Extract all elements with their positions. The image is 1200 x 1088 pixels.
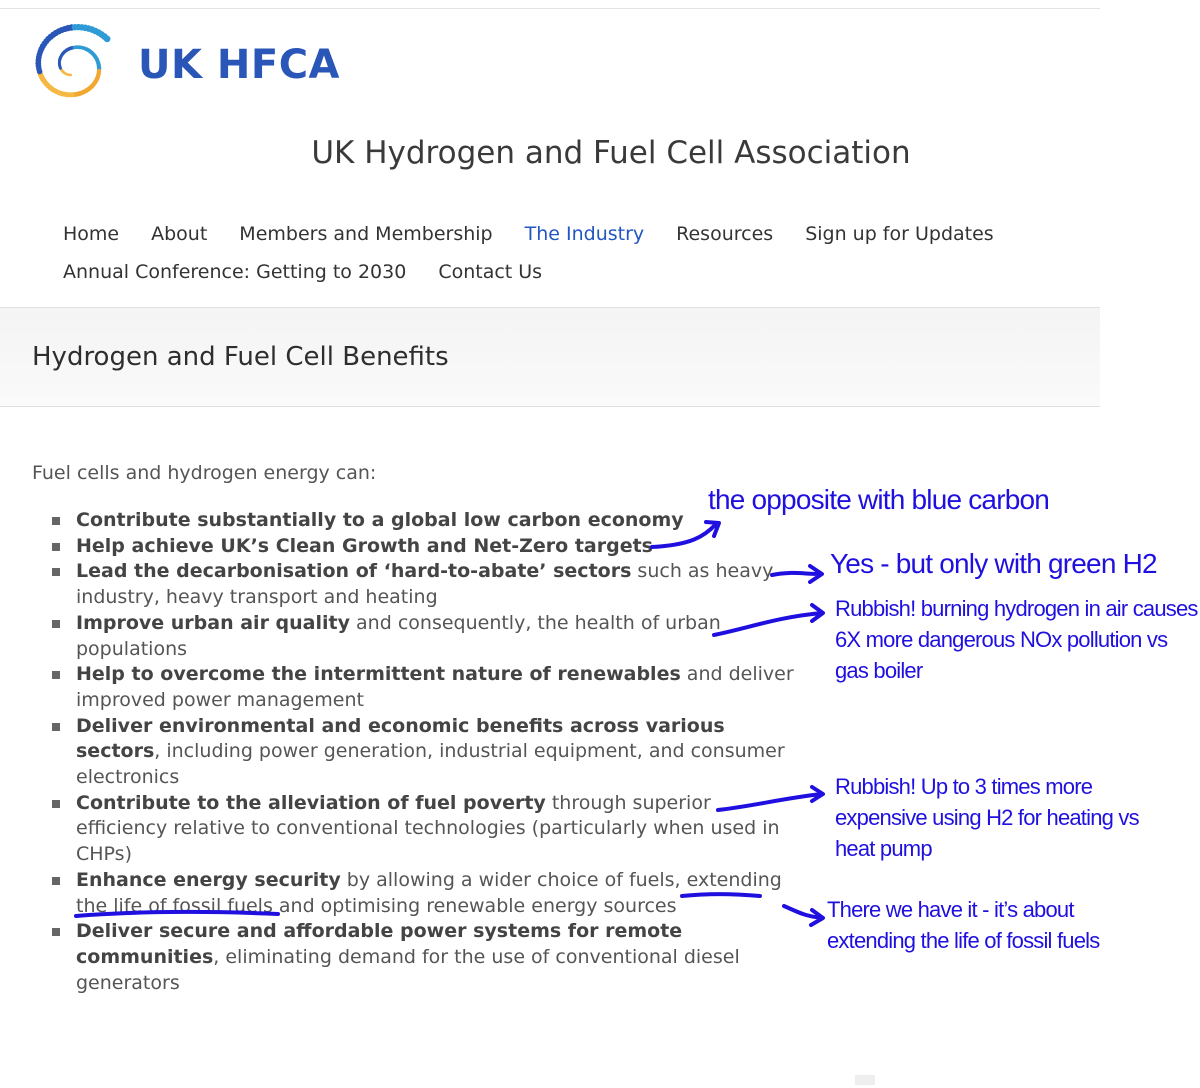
annotation-line: expensive using H2 for heating vs bbox=[835, 805, 1139, 830]
page-title-banner bbox=[0, 307, 1100, 407]
benefit-bold: Contribute substantially to a global low carbon economy bbox=[76, 509, 684, 531]
benefit-bold: Contribute to the alleviation of fuel poverty bbox=[76, 791, 546, 814]
benefit-bold: Deliver secure and affordable power systems for remote communities bbox=[76, 920, 683, 968]
nav-resources[interactable]: Resources bbox=[676, 223, 774, 245]
benefit-item bbox=[32, 534, 802, 560]
nav-members-and-membership[interactable]: Members and Membership bbox=[239, 223, 493, 245]
benefit-text: and deliver improved power management bbox=[76, 663, 794, 711]
nav-sign-up-for-updates[interactable]: Sign up for Updates bbox=[805, 223, 994, 245]
benefit-text: such as heavy industry, heavy transport and heating bbox=[76, 560, 774, 609]
page-fold-mark bbox=[855, 1075, 875, 1085]
nav-row-1 bbox=[63, 215, 1023, 253]
annotation-green-h2: Yes - but only with green H2 bbox=[830, 548, 1157, 579]
benefit-bold: Enhance energy security bbox=[76, 868, 341, 891]
nav-contact-us[interactable]: Contact Us bbox=[438, 261, 543, 283]
intro-text: Fuel cells and hydrogen energy can: bbox=[32, 462, 377, 484]
benefit-item bbox=[32, 919, 802, 996]
main-navigation bbox=[63, 215, 1023, 291]
top-divider bbox=[0, 8, 1100, 9]
nav-the-industry[interactable]: The Industry bbox=[524, 223, 645, 245]
annotation-line: extending the life of fossil fuels bbox=[827, 928, 1100, 953]
benefit-item bbox=[32, 559, 802, 610]
site-logo[interactable] bbox=[28, 20, 340, 110]
benefit-text: by allowing a wider choice of fuels, extending the life of fossil fuels and optimising renewable energy sources bbox=[76, 868, 782, 917]
site-title: UK Hydrogen and Fuel Cell Association bbox=[311, 135, 911, 171]
logo-dot bbox=[104, 36, 111, 43]
benefit-item bbox=[32, 791, 802, 868]
annotation-heating-cost bbox=[835, 771, 1139, 864]
nav-annual-conference[interactable]: Annual Conference: Getting to 2030 bbox=[63, 261, 407, 283]
nav-home[interactable]: Home bbox=[63, 223, 120, 245]
nav-row-2 bbox=[63, 253, 1023, 291]
annotation-line: gas boiler bbox=[835, 658, 923, 683]
spiral-logo-icon bbox=[28, 20, 126, 110]
benefit-item bbox=[32, 662, 802, 713]
benefit-item bbox=[32, 868, 802, 919]
benefit-bold: Help to overcome the intermittent nature of renewables bbox=[76, 663, 681, 686]
benefit-text: and consequently, the health of urban populations bbox=[76, 611, 721, 660]
benefit-bold: Improve urban air quality bbox=[76, 611, 350, 634]
benefit-text: through superior efficiency relative to conventional technologies (particularly when used in CHPs) bbox=[76, 791, 780, 866]
logo-text: UK HFCA bbox=[138, 42, 341, 88]
annotation-line: Rubbish! burning hydrogen in air causes bbox=[835, 596, 1198, 621]
benefit-bold: Help achieve UK’s Clean Growth and Net-Zero targets bbox=[76, 534, 653, 557]
annotation-line: heat pump bbox=[835, 836, 932, 861]
annotation-line: 6X more dangerous NOx pollution vs bbox=[835, 627, 1168, 652]
nav-about[interactable]: About bbox=[151, 223, 208, 245]
benefit-bold: Deliver environmental and economic benefits across various sectors bbox=[76, 714, 725, 763]
benefits-list bbox=[32, 508, 802, 996]
annotation-line: There we have it - it’s about bbox=[827, 897, 1074, 922]
benefit-bold: Lead the decarbonisation of ‘hard-to-abate’ sectors bbox=[76, 560, 632, 583]
benefit-item bbox=[32, 508, 802, 534]
page-title: Hydrogen and Fuel Cell Benefits bbox=[32, 342, 449, 372]
annotation-nox bbox=[835, 593, 1198, 686]
annotation-fossil-fuels bbox=[827, 894, 1099, 956]
annotation-blue-carbon: the opposite with blue carbon bbox=[708, 484, 1050, 515]
benefit-text: , including power generation, industrial equipment, and consumer electronics bbox=[76, 740, 785, 789]
benefit-item bbox=[32, 714, 802, 791]
annotation-line: Rubbish! Up to 3 times more bbox=[835, 774, 1093, 799]
benefit-item bbox=[32, 611, 802, 662]
benefit-text: , eliminating demand for the use of conventional diesel generators bbox=[76, 945, 740, 994]
